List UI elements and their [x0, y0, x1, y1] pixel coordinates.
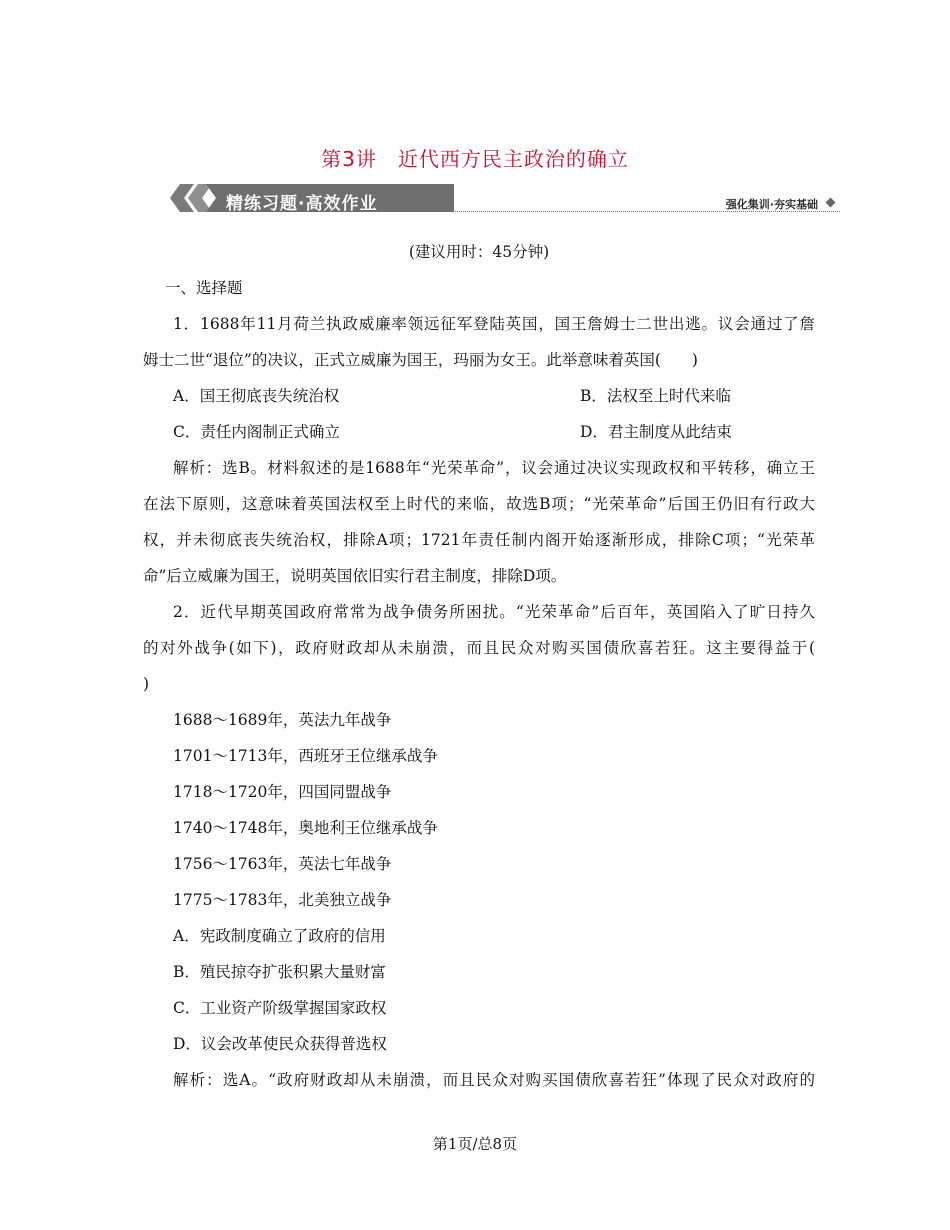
page-title: 第3讲 近代西方民主政治的确立	[321, 147, 629, 171]
q1-option-d: D．君主制度从此结束	[580, 423, 732, 441]
exercise-content	[143, 234, 815, 1098]
q2-option-d: D．议会改革使民众获得普选权	[173, 1035, 387, 1053]
q1-analysis-line: 解析：选B。材料叙述的是1688年“光荣革命”，议会通过决议实现政权和平转移，确立王	[173, 459, 815, 477]
q2-war-item: 1688～1689年，英法九年战争	[173, 711, 392, 729]
page-number: 第1页/总8页	[432, 1135, 518, 1153]
q2-war-item: 1701～1713年，西班牙王位继承战争	[173, 747, 438, 765]
q2-option-b: B．殖民掠夺扩张积累大量财富	[173, 963, 386, 981]
q1-analysis-line: 权，并未彻底丧失统治权，排除A项；1721年责任制内阁开始逐渐形成，排除C项；“光荣革	[143, 531, 815, 549]
q1-analysis-line: 命”后立威廉为国王，说明英国依旧实行君主制度，排除D项。	[143, 567, 567, 585]
section-banner	[170, 180, 840, 216]
q2-war-item: 1775～1783年，北美独立战争	[173, 891, 392, 909]
banner-right-label: 强化集训·夯实基础	[725, 198, 818, 211]
q2-stem-line: )	[143, 675, 150, 693]
q2-war-item: 1718～1720年，四国同盟战争	[173, 783, 392, 801]
banner-left-label: 精练习题·高效作业	[226, 194, 378, 214]
q1-analysis-line: 在法下原则，这意味着英国法权至上时代的来临，故选B项；“光荣革命”后国王仍旧有行政大	[143, 495, 815, 513]
q1-option-c: C．责任内阁制正式确立	[173, 423, 340, 441]
q1-option-a: A．国王彻底丧失统治权	[173, 387, 340, 405]
q1-options-row-2	[143, 414, 815, 450]
q2-option-c: C．工业资产阶级掌握国家政权	[173, 999, 387, 1017]
q2-war-item: 1740～1748年，奥地利王位继承战争	[173, 819, 438, 837]
q2-option-a: A．宪政制度确立了政府的信用	[173, 927, 386, 945]
q2-war-item: 1756～1763年，英法七年战争	[173, 855, 392, 873]
q1-stem-line: 姆士二世“退位”的决议，正式立威廉为国王，玛丽为女王。此举意味着英国( )	[143, 351, 698, 369]
q1-option-b: B．法权至上时代来临	[580, 387, 731, 405]
suggested-time: (建议用时：45分钟)	[408, 243, 550, 261]
q1-options-row-1	[143, 378, 815, 414]
section-heading: 一、选择题	[165, 279, 243, 297]
q2-stem-line: 2．近代早期英国政府常常为战争债务所困扰。“光荣革命”后百年，英国陷入了旷日持久	[173, 603, 815, 621]
diamond-icon	[826, 198, 836, 208]
q2-analysis-line: 解析：选A。“政府财政却从未崩溃，而且民众对购买国债欣喜若狂”体现了民众对政府的	[173, 1071, 815, 1089]
q1-stem-line: 1．1688年11月荷兰执政威廉率领远征军登陆英国，国王詹姆士二世出逃。议会通过了詹	[173, 315, 815, 333]
q2-stem-line: 的对外战争(如下)，政府财政却从未崩溃，而且民众对购买国债欣喜若狂。这主要得益于(	[143, 639, 815, 657]
